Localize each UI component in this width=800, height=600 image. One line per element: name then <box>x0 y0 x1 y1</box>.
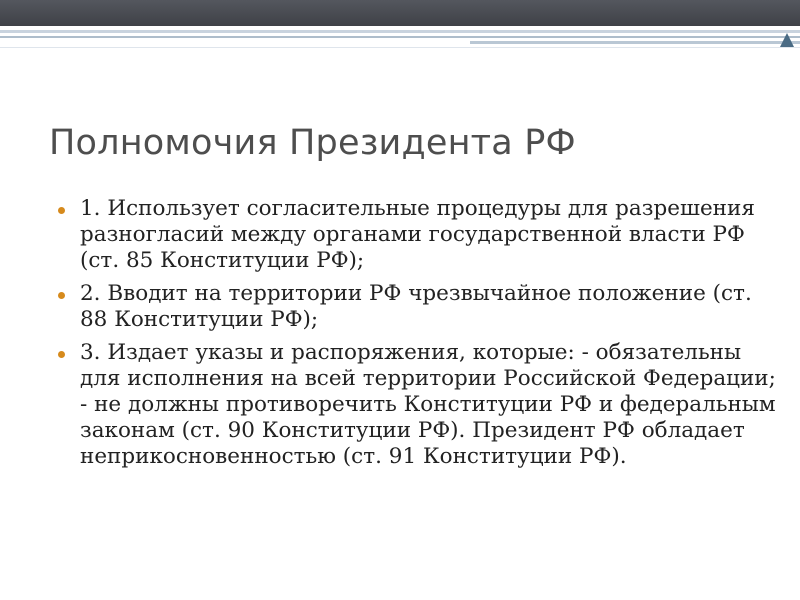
bullet-list <box>58 196 780 477</box>
corner-arrow-icon <box>780 33 794 47</box>
list-item-text: 1. Использует согласительные процедуры для разрешения разногласий между органами государственной власти РФ (ст. 85 Конституции РФ); <box>80 196 755 273</box>
decorative-stripe <box>0 30 800 33</box>
list-item <box>58 196 780 274</box>
list-item-text: 3. Издает указы и распоряжения, которые: - обязательны для исполнения на всей территории Российской Федерации; - не должны противоречить Конституции РФ и федеральным законам (ст. 90 Конституции РФ). Президент РФ обладает неприкосновенностью (ст. 91 Конституции РФ). <box>80 340 776 469</box>
decorative-stripe <box>0 36 800 38</box>
decorative-stripe <box>0 47 800 48</box>
decorative-stripe <box>470 41 800 44</box>
header-band <box>0 0 800 26</box>
bullet-icon <box>58 351 65 358</box>
slide-title: Полномочия Президента РФ <box>49 123 576 163</box>
list-item <box>58 281 780 333</box>
list-item <box>58 340 780 470</box>
bullet-icon <box>58 292 65 299</box>
bullet-icon <box>58 207 65 214</box>
list-item-text: 2. Вводит на территории РФ чрезвычайное положение (ст. 88 Конституции РФ); <box>80 281 752 332</box>
